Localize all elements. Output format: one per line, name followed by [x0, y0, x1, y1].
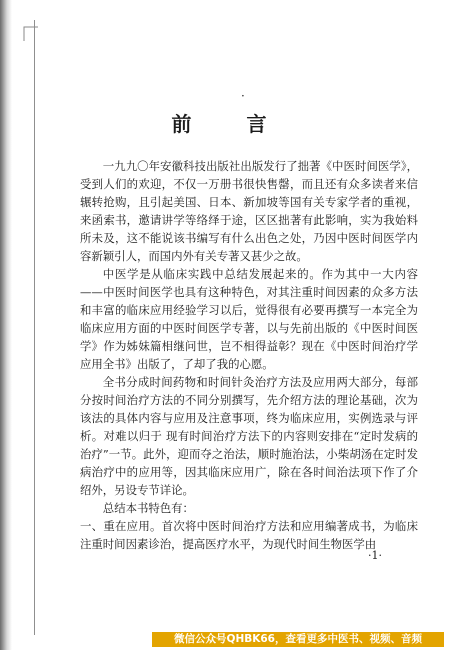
scan-left-shadow — [0, 0, 12, 650]
paragraph-2: 中医学是从临床实践中总结发展起来的。作为其中一大内容——中医时间医学也具有这种特色，对其注重时间因素的众多方法和丰富的临床应用经验学习以后，觉得很有必要再撰写一本完全为临床应用方面的中医时间医学专著，以与先前出版的《中医时间医学》作为姊妹篇相继问世，岂不相得益彰？现在《中医时间治疗学应用全书》出版了，了却了我的心愿。 — [80, 267, 418, 371]
paragraph-3: 全书分成时间药物和时间针灸治疗方法及应用两大部分，每部分按时间治疗方法的不同分别撰写，先介绍方法的理论基础，次为该法的具体内容与应用及注意事项，终为临床应用，实例选录与评析。对难以归于 现有时间治疗方法下的内容则安排在“定时发病的治疗”一节。此外，迎而夺之治法，顺时施治法，小柴胡汤在定时发病治疗中的应用等，因其临床应用广，除在各时间治法项下作了介绍外，另设专节详论。 — [80, 375, 418, 497]
page-number: ·1· — [368, 549, 382, 562]
page-title: 前 言 — [171, 112, 291, 136]
body-text — [80, 157, 418, 553]
top-dot: · — [241, 89, 245, 103]
paragraph-1: 一九九〇年安徽科技出版社出版发行了拙著《中医时间医学》，受到人们的欢迎，不仅一万册书很快售罄，而且还有众多读者来信辗转抢购，且引起美国、日本、新加坡等国有关专家学者的重视，来函索书，邀请讲学等络绎于途，区区拙著有此影响，实为我始料所未及，这不能说该书编写有什么出色之处，乃因中医时间医学内容新颖引人，而国内外有关专著又甚少之故。 — [80, 159, 418, 263]
footer-banner: 微信公众号QHBK66，查看更多中医书、视频、音频 — [152, 632, 444, 647]
paragraph-4: 总结本书特色有： — [102, 501, 194, 515]
document-page — [12, 0, 450, 650]
crop-mark-icon — [22, 25, 40, 43]
paragraph-5: 一、重在应用。首次将中医时间治疗方法和应用编著成书，为临床注重时间因素诊治，提高医疗水平，为现代时间生物医学由 — [80, 519, 418, 551]
